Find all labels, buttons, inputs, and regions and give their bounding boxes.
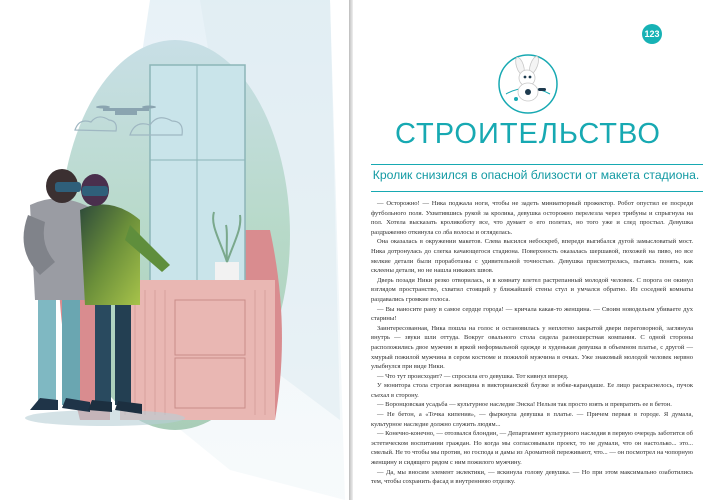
paragraph: Дверь позади Ники резко отворилась, и в комнату влетел растрепанный молодой человек. С порога он окинул взглядом пространство, схватил стоящий у ближайшей стены стул и умчался обратно. Из соседней комнаты раздавались громкие голоса. <box>371 276 693 303</box>
page-number: 123 <box>642 24 662 44</box>
robot-rabbit-icon <box>496 52 560 116</box>
paragraph: — Воронцовская усадьба — культурное наследие Энска! Нельзя так просто взять и превратить ее в бетон. <box>377 401 672 409</box>
chapter-title: СТРОИТЕЛЬСТВО <box>395 118 661 150</box>
paragraph: — Конечно-конечно, — отозвался блондин, — Департамент культурного наследия в первую очередь заботится об эстетическом воспитании граждан. Но когда мы согласовывали проект, то не думали, что он настолько... это... смелый. Не то чтобы мы против, но господа и дамы из Ароматной переживают, что... — он посмотрел на чопорную женщину и сидящего рядом с ним пожилого мужчину. <box>371 430 693 467</box>
right-page <box>353 0 703 500</box>
paragraph: У монитора стола строгая женщина в викторианской блузке и юбке-карандаше. Ее лицо раскраснелось, пучок съехал в сторону. <box>371 382 693 399</box>
plant-pot <box>215 262 239 280</box>
lead-rule-top <box>371 164 703 165</box>
paragraph: — Да, мы вносим элемент эклектики, — вскинула голову девушка. — Но при этом максимально озаботились тем, чтобы сохранить фасад и внутреннюю отделку. <box>371 468 693 486</box>
lead-rule-bottom <box>371 191 703 192</box>
paragraph: Заинтересованная, Ника пошла на голос и остановилась у неплотно закрытой двери переговорной, заглянула внутрь — звуки шли оттуда. Вокруг овального стола сидела разношерстная компания. С одной стороны расположились двое мужчин в яркой неформальной одежде и худенькая девушка в объемном платье, с другой — хмурый пожилой мужчина в сером костюме и пожилой мужчина в очках. Уже знакомый молодой человек нервно улыбнулся при виде Ники. <box>371 324 693 371</box>
paragraph: — Что тут происходит? — спросила его девушка. Тот кивнул вперед. <box>377 372 569 380</box>
paragraph: — Вы наносите рану в самое сердце города! — кричала какая-то женщина. — Своим новодельем убиваете дух старины! <box>371 305 693 323</box>
paragraph: — Осторожно! — Ника поджала ноги, чтобы не задеть миниатюрный прожектор. Робот опустил ее посреди футбольного поля. Ухватившись рукой за кролика, девушка осторожно перелезла через трибуны и спрыгнула на пол. Хотела высказать кроликоботу все, что думает о его полетах, но того уже и след простыл. Девушка раздраженно откинула со лба волосы и огляделась. <box>371 200 693 236</box>
paragraph: Она оказалась в окружении макетов. Слева высился небоскреб, впереди выгибался дугой замысловатый мост. Ника дотронулась до слегка качающегося стадиона. Поверхность оказалась шершавой, похожей на пиво, но все мелкие детали были проработаны с удивительной точностью. Девушка присмотрелась, пытаясь понять, как склеены детали, но не нашла никаких швов. <box>371 238 693 275</box>
paragraph: — Не бетон, а «Точка кипения», — фыркнула девушка в платье. — Причем первая в городе. Я думала, культурное наследие должно служить людям... <box>371 411 693 428</box>
cabinet <box>120 280 275 420</box>
body-text <box>371 199 693 487</box>
lead-sentence: Кролик снизился в опасной близости от макета стадиона. <box>372 168 700 182</box>
left-page <box>0 0 349 500</box>
illustration-vr-visitors <box>0 0 349 500</box>
